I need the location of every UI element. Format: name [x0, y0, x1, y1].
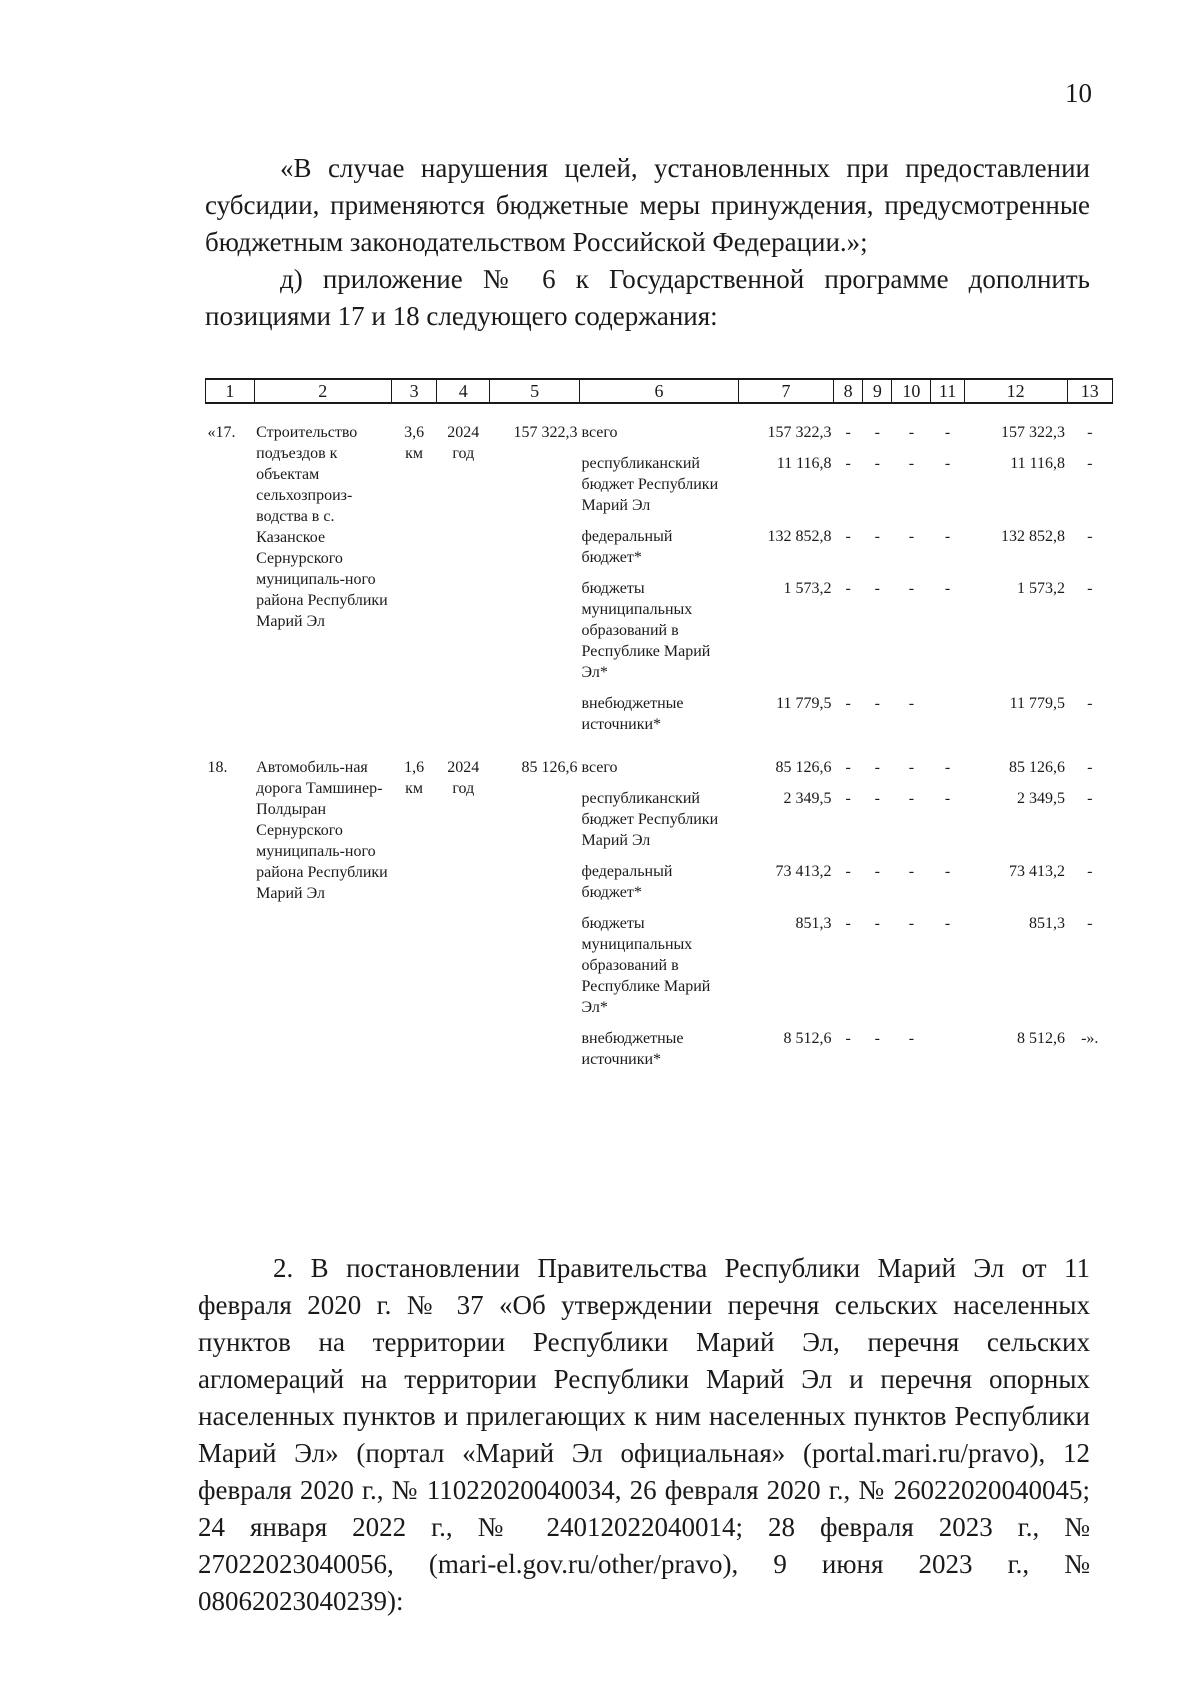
amount-col-10: - — [908, 790, 915, 807]
amount-col-9: - — [874, 424, 880, 441]
amount-col-8: - — [845, 863, 851, 880]
paragraph-violation-clause: «В случае нарушения целей, установленных при предоставлении субсидии, применяются бюджетные меры принуждения, предусмотренные бюджетным законодательством Российской Федерации.»; — [205, 153, 1090, 257]
amount-total: 132 852,8 — [767, 528, 832, 545]
position-number: 18. — [207, 759, 228, 776]
amount-col-10: - — [908, 863, 915, 880]
amount-col-10: - — [908, 455, 915, 472]
object-name: Автомобиль-ная дорога Тамшинер-Полдыран Сернурского муниципаль-ного района Республики Марий Эл — [256, 759, 388, 902]
amount-col-12: 85 126,6 — [1009, 759, 1065, 776]
amount-col-9: - — [874, 759, 880, 776]
amount-col-13: - — [1087, 424, 1093, 441]
estimated-cost: 85 126,6 — [521, 759, 578, 776]
amount-col-11: - — [944, 863, 951, 880]
amount-col-9: - — [874, 790, 880, 807]
amount-col-9: - — [874, 863, 880, 880]
financing-source: всего — [581, 424, 618, 441]
amount-col-12: 2 349,5 — [1017, 790, 1065, 807]
header-col-9: 9 — [863, 379, 892, 403]
financing-source: бюджеты муниципальных образований в Республике Марий Эл* — [581, 580, 711, 681]
amount-col-9: - — [874, 915, 880, 932]
amount-col-8: - — [845, 528, 851, 545]
amount-total: 157 322,3 — [767, 424, 832, 441]
financing-source: республиканский бюджет Республики Марий Эл — [581, 455, 719, 514]
amount-col-13: - — [1087, 790, 1093, 807]
amount-col-13: - — [1087, 695, 1093, 712]
financing-source: внебюджетные источники* — [581, 695, 684, 733]
amount-total: 2 349,5 — [783, 790, 832, 807]
object-capacity: 3,6 км — [404, 424, 425, 462]
header-col-11: 11 — [931, 379, 965, 403]
amount-col-11 — [931, 693, 965, 745]
amount-col-12: 851,3 — [1029, 915, 1065, 932]
header-col-2: 2 — [254, 379, 391, 403]
financing-source: бюджеты муниципальных образований в Республике Марий Эл* — [581, 915, 711, 1016]
amount-col-13: - — [1087, 915, 1093, 932]
amount-col-8: - — [845, 424, 851, 441]
amount-col-12: 11 779,5 — [1009, 695, 1065, 712]
amount-col-11: - — [944, 580, 951, 597]
amount-col-10: - — [908, 915, 915, 932]
amount-col-13: - — [1087, 528, 1093, 545]
amount-col-8: - — [845, 580, 851, 597]
table-row — [206, 745, 1113, 788]
amount-col-10: - — [908, 695, 915, 712]
resolution-text — [198, 1250, 1090, 1620]
financing-source: федеральный бюджет* — [581, 863, 673, 901]
amount-col-8: - — [845, 759, 851, 776]
header-col-13: 13 — [1067, 379, 1113, 403]
amount-col-12: 73 413,2 — [1009, 863, 1065, 880]
page-number: 10 — [1065, 78, 1092, 108]
amount-col-12: 8 512,6 — [1017, 1030, 1065, 1047]
header-col-6: 6 — [580, 379, 739, 403]
amount-col-10: - — [908, 528, 915, 545]
financing-source: всего — [581, 759, 618, 776]
amount-col-9: - — [874, 455, 880, 472]
header-col-1: 1 — [206, 379, 255, 403]
amount-total: 1 573,2 — [783, 580, 832, 597]
financing-source: федеральный бюджет* — [581, 528, 673, 566]
amount-col-10: - — [908, 1030, 915, 1047]
amount-col-13: - — [1087, 580, 1093, 597]
table-spacer-cell — [206, 403, 1113, 422]
table-row — [206, 422, 1113, 453]
amount-col-10: - — [908, 759, 915, 776]
amount-col-13: -». — [1081, 1030, 1099, 1047]
amount-col-10: - — [908, 580, 915, 597]
amount-col-13: - — [1087, 759, 1093, 776]
financing-source: республиканский бюджет Республики Марий Эл — [581, 790, 719, 849]
paragraph-appendix-6: д) приложение № 6 к Государственной программе дополнить позициями 17 и 18 следующего содержания: — [205, 264, 1090, 331]
amount-col-11 — [931, 1028, 965, 1080]
financing-source: внебюджетные источники* — [581, 1030, 684, 1068]
table-spacer-row — [206, 403, 1113, 422]
amount-col-8: - — [845, 695, 851, 712]
header-col-12: 12 — [964, 379, 1067, 403]
position-number: «17. — [207, 424, 236, 441]
amount-total: 851,3 — [795, 915, 832, 932]
amount-col-11: - — [944, 455, 951, 472]
amount-col-9: - — [874, 1030, 880, 1047]
amount-col-11: - — [944, 915, 951, 932]
object-capacity: 1,6 км — [404, 759, 425, 797]
commissioning-year: 2024 год — [447, 759, 480, 797]
amount-total: 11 116,8 — [776, 455, 832, 472]
amount-col-11: - — [944, 759, 951, 776]
amount-col-9: - — [874, 528, 880, 545]
amount-col-10: - — [908, 424, 915, 441]
amount-col-8: - — [845, 790, 851, 807]
amount-col-11: - — [944, 424, 951, 441]
amount-col-12: 157 322,3 — [1001, 424, 1065, 441]
object-name: Строительство подъездов к объектам сельхозпроиз-водства в с. Казанское Сернурского муниципаль-ного района Республики Марий Эл — [256, 424, 388, 630]
amount-col-13: - — [1087, 863, 1093, 880]
header-col-3: 3 — [391, 379, 436, 403]
header-col-5: 5 — [490, 379, 580, 403]
amount-col-11: - — [944, 790, 951, 807]
amount-col-11: - — [944, 528, 951, 545]
amount-col-9: - — [874, 695, 880, 712]
intro-text — [205, 150, 1090, 335]
amount-col-13: - — [1087, 455, 1093, 472]
amount-col-12: 11 116,8 — [1010, 455, 1065, 472]
amount-total: 11 779,5 — [776, 695, 832, 712]
amount-col-8: - — [845, 455, 851, 472]
header-col-4: 4 — [437, 379, 490, 403]
table-body — [206, 403, 1113, 1080]
amount-col-8: - — [845, 1030, 851, 1047]
amount-col-9: - — [874, 580, 880, 597]
header-col-10: 10 — [892, 379, 931, 403]
table-header-row — [206, 379, 1113, 403]
amount-col-12: 132 852,8 — [1001, 528, 1065, 545]
amount-total: 85 126,6 — [775, 759, 832, 776]
header-col-8: 8 — [834, 379, 863, 403]
amount-col-12: 1 573,2 — [1017, 580, 1065, 597]
header-col-7: 7 — [738, 379, 833, 403]
amount-total: 8 512,6 — [783, 1030, 832, 1047]
amount-total: 73 413,2 — [775, 863, 832, 880]
amount-col-8: - — [845, 915, 851, 932]
estimated-cost: 157 322,3 — [513, 424, 578, 441]
commissioning-year: 2024 год — [447, 424, 480, 462]
paragraph-resolution-37: 2. В постановлении Правительства Республики Марий Эл от 11 февраля 2020 г. № 37 «Об утверждении перечня сельских населенных пунктов на территории Республики Марий Эл, перечня сельских агломераций на территории Республики Марий Эл и перечня опорных населенных пунктов и прилегающих к ним населенных пунктов Республики Марий Эл» (портал «Марий Эл официальная» (portal.mari.ru/pravo), 12 февраля 2020 г., № 11022020040034, 26 февраля 2020 г., № 26022020040045; 24 января 2022 г., № 24012022040014; 28 февраля 2023 г., № 27022023040056, (mari-el.gov.ru/other/pravo), 9 июня 2023 г., № 08062023040239): — [198, 1253, 1090, 1616]
budget-table — [205, 378, 1113, 1080]
